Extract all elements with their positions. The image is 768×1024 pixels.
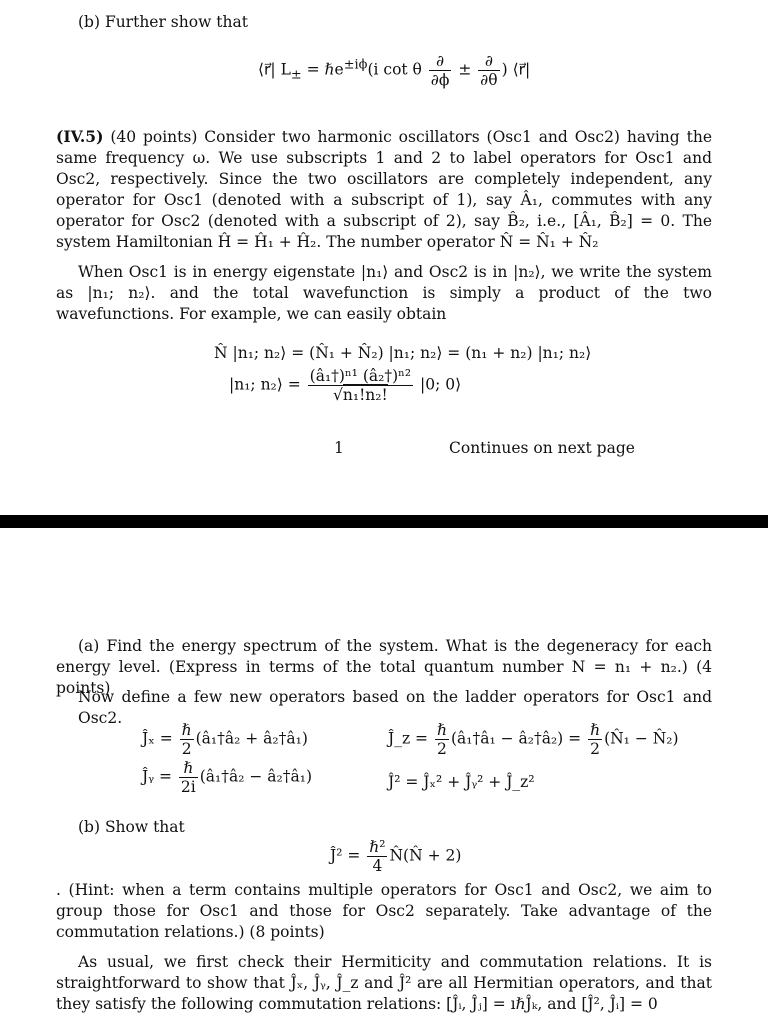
sqrt-arg: n₁!n₂! — [342, 386, 388, 404]
problem-text: (40 points) Consider two harmonic oscillators (Osc1 and Osc2) having the same frequency ω. We use subscripts 1 and 2 to label operators for Osc1 and Osc2, respectively. Since the two oscillators are completely independent, any operator for Osc1 (denoted with a subscript of 1), say Â₁, commutes with any operator for Osc2 (denoted with a subscript of 2), say B̂₂, i.e., [Â₁, B̂₂] = 0. The system Hamiltonian Ĥ = Ĥ₁ + Ĥ₂. The number operator N̂ = N̂₁ + N̂₂ — [56, 128, 712, 251]
jx-rhs: (â₁†â₂ + â₂†â₁) — [195, 729, 308, 748]
show-rhs: N̂(N̂ + 2) — [389, 846, 462, 865]
equation-number-operator: N̂ |n₁; n₂⟩ = (N̂₁ + N̂₂) |n₁; n₂⟩ = (n₁ + n₂) |n₁; n₂⟩ — [214, 344, 592, 362]
continues-note: Continues on next page — [449, 439, 635, 457]
fraction-jy — [179, 759, 198, 796]
eq-L-mid: = ℏe — [301, 60, 344, 79]
eq-L-paren: (i cot θ — [367, 60, 422, 79]
equation-j-squared-def: Ĵ² = Ĵₓ² + Ĵᵧ² + Ĵ_z² — [388, 773, 535, 791]
frac-num: ℏ — [436, 721, 447, 739]
frac-den: 2i — [180, 778, 196, 796]
jy-rhs: (â₁†â₂ − â₂†â₁) — [199, 767, 312, 786]
frac-den: 2 — [181, 740, 192, 758]
equation-state — [229, 367, 461, 404]
equation-j-squared-show — [330, 838, 461, 875]
problem-iv5 — [56, 126, 712, 253]
frac-den: 4 — [372, 857, 383, 875]
frac-num: (â₁†)ⁿ¹ (â₂†)ⁿ² — [309, 367, 412, 385]
fraction-d-dtheta — [478, 52, 499, 89]
eq-L-lhs: ⟨r⃗| L — [258, 60, 291, 79]
frac-den: ∂θ — [480, 71, 498, 89]
frac-den: 2 — [437, 740, 447, 758]
frac-num: ℏ — [181, 721, 192, 739]
frac-num: ∂ — [429, 52, 452, 71]
frac-den: ∂ϕ — [430, 71, 450, 89]
jz-rhs: (N̂₁ − N̂₂) — [604, 729, 679, 748]
part-b-show-heading: (b) Show that — [78, 818, 185, 836]
frac-den: 2 — [590, 740, 600, 758]
fraction-show — [367, 838, 387, 875]
jz-lhs: Ĵ_z = — [388, 729, 429, 748]
fraction-state — [308, 367, 413, 404]
problem-label: (IV.5) — [56, 127, 104, 146]
page-number: 1 — [334, 439, 344, 457]
define-text: Now define a few new operators based on the ladder operators for Osc1 and Osc2. — [78, 688, 712, 727]
fraction-jz-2 — [588, 721, 602, 758]
hint-text: . (Hint: when a term contains multiple operators for Osc1 and Osc2, we aim to group those for Osc1 and those for Osc2 separately. Take advantage of the commutation relations.) (8 points) — [56, 881, 712, 941]
jy-lhs: Ĵᵧ = — [142, 767, 172, 786]
equation-jx — [142, 721, 308, 758]
page-divider — [0, 515, 768, 528]
show-lhs: Ĵ² = — [330, 846, 361, 865]
frac-num: ℏ — [590, 721, 601, 739]
eq-state-lhs: |n₁; n₂⟩ = — [229, 375, 301, 394]
eq-L-end: ) ⟨r⃗| — [501, 60, 531, 79]
frac-num: ℏ² — [369, 838, 386, 856]
frac-den: √n₁!n₂! — [332, 386, 388, 404]
hermiticity-paragraph: As usual, we first check their Hermiticity and commutation relations. It is straightforward to show that Ĵₓ, Ĵᵧ, Ĵ_z and Ĵ² are all Hermitian operators, and that they satisfy the following commutation relations: [Ĵᵢ, Ĵⱼ] = ıℏĴₖ, and [Ĵ², Ĵᵢ] = 0 — [56, 953, 712, 1013]
frac-num: ∂ — [478, 52, 499, 71]
frac-num: ℏ — [179, 759, 198, 778]
eq-state-rhs: |0; 0⟩ — [419, 375, 462, 394]
equation-L-pm — [258, 52, 530, 89]
eq-L-sup: ±iϕ — [343, 57, 368, 73]
part-a: (a) Find the energy spectrum of the system. What is the degeneracy for each energy level. (Express in terms of the total quantum number N = n₁ + n₂.) (4 points) — [56, 637, 712, 697]
fraction-jz — [435, 721, 449, 758]
eigenstate-paragraph: When Osc1 is in energy eigenstate |n₁⟩ and Osc2 is in |n₂⟩, we write the system as |n₁; n₂⟩. and the total wavefunction is simply a product of the two wavefunctions. For example, we can easily obtain — [56, 263, 712, 323]
jz-mid: (â₁†â₁ − â₂†â₂) = — [450, 729, 582, 748]
part-b-heading: (b) Further show that — [78, 13, 248, 31]
fraction-d-dphi — [429, 52, 452, 89]
page-bottom — [0, 528, 768, 1024]
fraction-jx — [180, 721, 194, 758]
eq-L-pm: ± — [453, 60, 477, 79]
eq-L-sub: ± — [290, 67, 302, 83]
jx-lhs: Ĵₓ = — [142, 729, 173, 748]
equation-jz — [388, 721, 679, 758]
equation-jy — [142, 759, 312, 796]
